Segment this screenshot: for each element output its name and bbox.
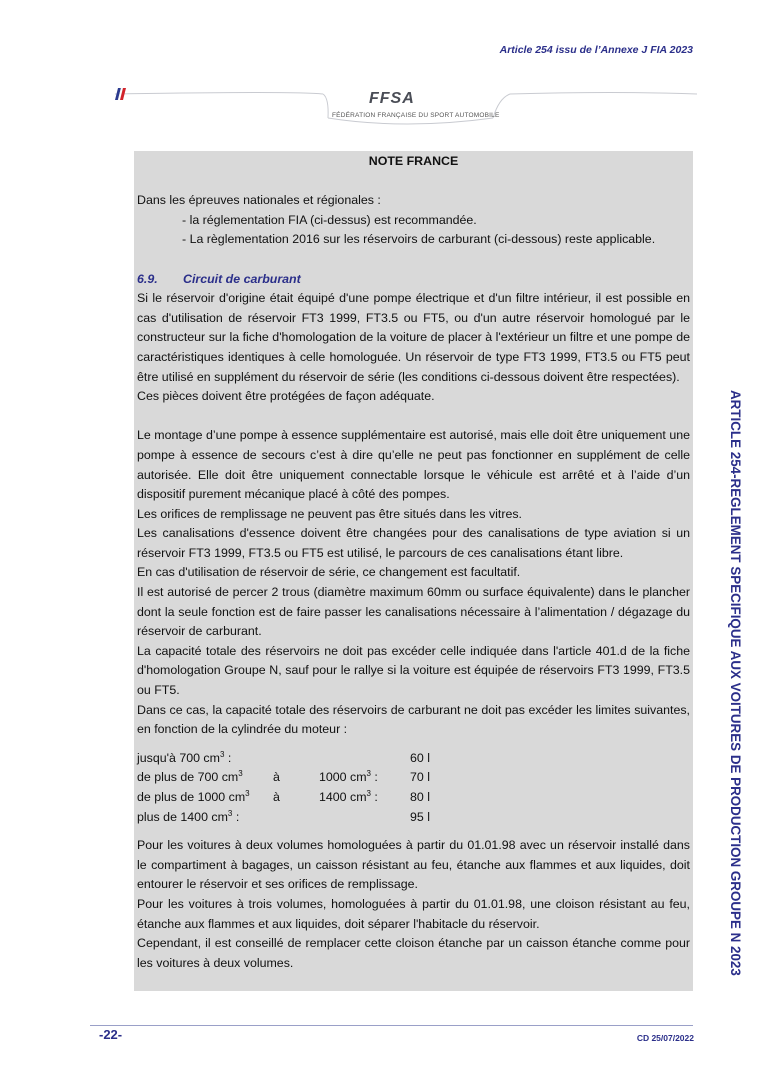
paragraph: La capacité totale des réservoirs ne doit pas excéder celle indiquée dans l'article 401.d de la fiche d'homologation Groupe N, sauf pour le rallye si la voiture est équipée de réservoirs FT3 1999, FT3.5 ou FT5. [137, 643, 690, 698]
capacity-from: de plus de 700 $cm^3$ [137, 769, 243, 785]
paragraph: Dans ce cas, la capacité totale des réservoirs de carburant ne doit pas excéder les limites suivantes, en fonction de la cylindrée du moteur : [137, 702, 690, 737]
logo-subtitle: FÉDÉRATION FRANÇAISE DU SPORT AUTOMOBILE [332, 112, 500, 119]
paragraph: Pour les voitures à trois volumes, homologuées à partir du 01.01.98, une cloison résistant au feu, étanche aux flammes et aux liquides, doit séparer l'habitacle du réservoir. [137, 896, 690, 931]
side-title: ARTICLE 254-REGLEMENT SPECIFIQUE AUX VOITURES DE PRODUCTION GROUPE N 2023 [728, 390, 743, 976]
capacity-row [137, 808, 690, 828]
paragraph: Les canalisations d'essence doivent être changées pour des canalisations de type aviation si un réservoir FT3 1999, FT3.5 ou FT5 est utilisé, le parcours de ces canalisations étant libre. [137, 526, 690, 560]
capacity-row [137, 768, 690, 788]
capacity-to-word: à [273, 770, 280, 785]
section-number: 6.9. [137, 271, 158, 286]
footer-date: CD 25/07/2022 [636, 1033, 694, 1043]
note-item-1: - la réglementation FIA (ci-dessus) est recommandée. [182, 212, 477, 227]
paragraph: Ces pièces doivent être protégées de façon adéquate. [137, 389, 435, 404]
capacity-from: jusqu'à 700 $cm^3$ : [137, 749, 232, 765]
capacity-to: 1400 $cm^3$ : [319, 788, 378, 804]
capacity-value: 80 l [410, 790, 430, 804]
page-number: -22- [99, 1027, 123, 1042]
logo-wordmark: FFSA [369, 90, 415, 107]
capacity-row [137, 788, 690, 808]
ffsa-logo [115, 88, 697, 128]
paragraph: Les orifices de remplissage ne peuvent pas être situés dans les vitres. [137, 506, 522, 521]
capacity-from: de plus de 1000 $cm^3$ [137, 788, 250, 804]
capacity-value: 95 l [410, 809, 430, 824]
note-item-2: - La règlementation 2016 sur les réservoirs de carburant (ci-dessous) reste applicable. [182, 232, 656, 247]
paragraph: Pour les voitures à deux volumes homologuées à partir du 01.01.98 avec un réservoir installé dans le compartiment à bagages, un caisson résistant au feu, étanche aux flammes et aux liquides, doit entourer le réservoir et ses orifices de remplissage. [137, 838, 690, 892]
capacity-from: plus de 1400 $cm^3$ : [137, 808, 240, 824]
document-body [137, 151, 690, 973]
paragraph: Cependant, il est conseillé de remplacer cette cloison étanche par un caisson étanche comme pour les voitures à deux volumes. [137, 936, 690, 970]
paragraph: Le montage d’une pompe à essence supplémentaire est autorisé, mais elle doit être uniquement une pompe à essence de secours c’est à dire qu’elle ne peut pas fonctionner en supplément de celle autorisée. Elle doit être uniquement connectable lorsque le véhicule est arrêté et à l’aide d’un dispositif purement mécanique placé à côté des pompes. [137, 428, 690, 502]
capacity-table [137, 749, 690, 827]
paragraph: Si le réservoir d'origine était équipé d'une pompe électrique et d'un filtre intérieur, il est possible en cas d'utilisation de réservoir FT3 1999, FT3.5 ou FT5, ou d'un autre réservoir homologué par le constructeur sur la fiche d'homologation de la voiture de placer à l'extérieur un filtre et une pompe de caractéristiques identiques à celle homologuée. Un réservoir de type FT3 1999, FT3.5 ou FT5 peut être utilisé en supplément du réservoir de série (les conditions ci-dessous doivent être respectées). [137, 291, 690, 384]
paragraph: Il est autorisé de percer 2 trous (diamètre maximum 60mm ou surface équivalente) dans le plancher dont la seule fonction est de faire passer les canalisations nécessaire à l’alimentation / dégazage du réservoir de carburant. [137, 585, 690, 639]
capacity-value: 70 l [410, 770, 430, 785]
section-title: Circuit de carburant [183, 271, 301, 286]
french-flag-icon [115, 88, 127, 100]
paragraph: En cas d'utilisation de réservoir de série, ce changement est facultatif. [137, 565, 521, 580]
document-reference: Article 254 issu de l’Annexe J FIA 2023 [499, 44, 693, 56]
footer-divider [90, 1025, 693, 1026]
section-heading [137, 270, 690, 290]
capacity-to-word: à [273, 790, 280, 804]
note-title: NOTE FRANCE [368, 154, 459, 168]
capacity-row [137, 749, 690, 769]
capacity-value: 60 l [410, 750, 430, 765]
note-intro: Dans les épreuves nationales et régionales : [137, 193, 381, 208]
capacity-to: 1000 $cm^3$ : [319, 769, 378, 785]
